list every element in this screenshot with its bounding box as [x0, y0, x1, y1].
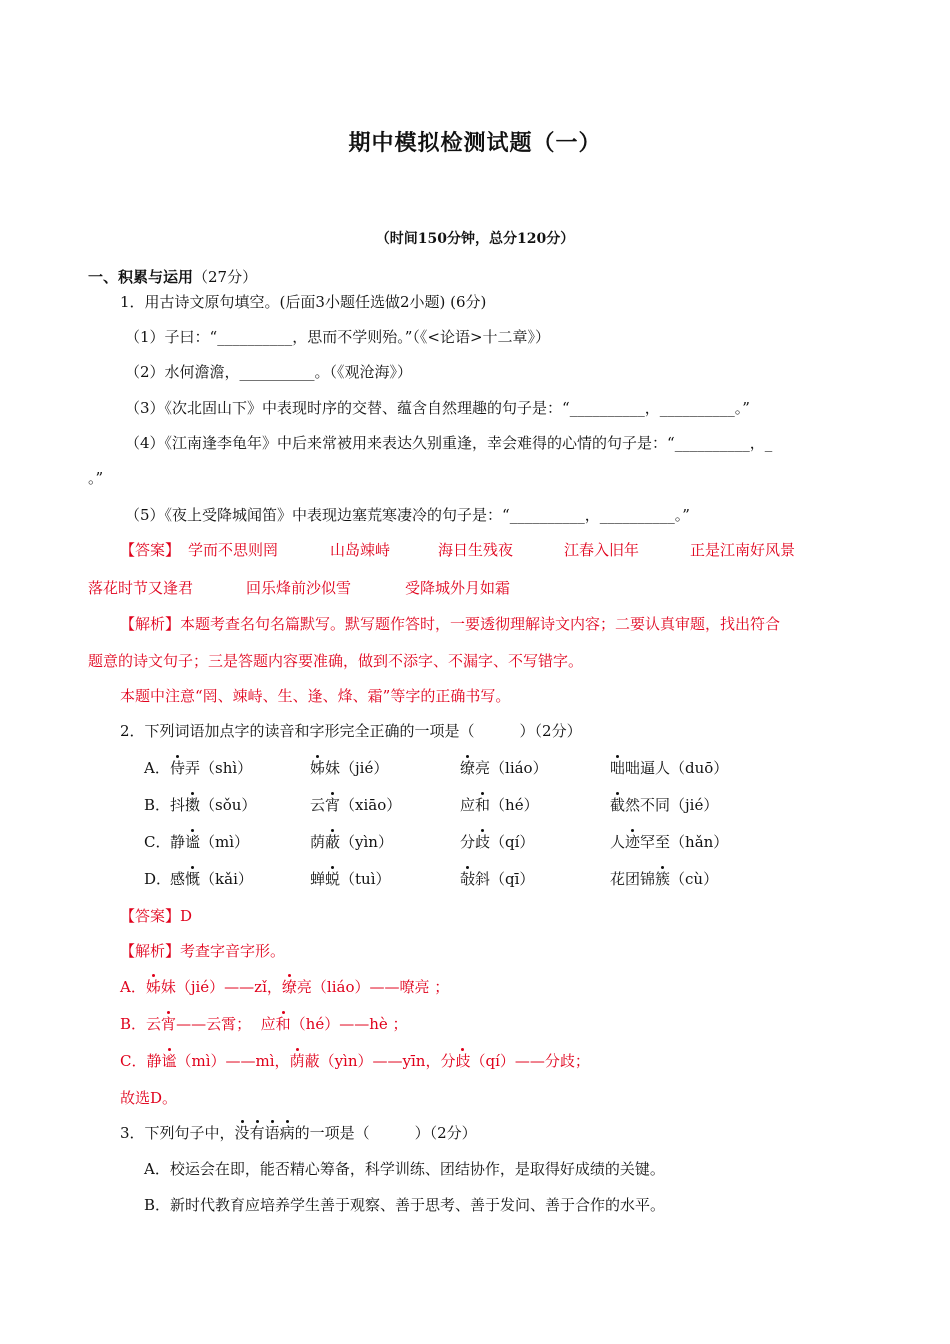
q3-stem: 3．下列句子中，没有语病的一项是（ ）（2分） — [120, 1124, 477, 1142]
q3-option-b: B．新时代教育应培养学生善于观察、善于思考、善于发问、善于合作的水平。 — [144, 1196, 666, 1214]
q2-option-c-word: 荫蔽（yìn） — [310, 833, 393, 851]
q1-answer: 落花时节又逢君 — [88, 579, 194, 597]
q1-answer-label: 【答案】 — [120, 541, 181, 559]
q1-item-4: （4）《江南逢李龟年》中后来常被用来表达久别重逢，幸会难得的心情的句子是：“__________，_ — [125, 434, 773, 452]
q2-option-c-label: C． — [144, 833, 171, 851]
q2-option-d-word: 敧斜（qī） — [460, 870, 535, 888]
q2-option-a-word: 姊妹（jié） — [310, 759, 389, 777]
section-score: （27分） — [193, 268, 258, 286]
q2-option-c-word: 分歧（qí） — [460, 833, 535, 851]
q2-option-b-word: 抖擞（sǒu） — [170, 796, 257, 814]
q2-option-b-word: 应和（hé） — [460, 796, 539, 814]
q2-option-b-label: B． — [144, 796, 171, 814]
q1-item-2: （2）水何澹澹，__________。（《观沧海》） — [125, 363, 413, 381]
q2-option-b-word: 云宵（xiāo） — [310, 796, 402, 814]
section-title: 一、积累与运用 — [88, 268, 194, 286]
q1-answer: 江春入旧年 — [564, 541, 640, 559]
exam-info: （时间150分钟，总分120分） — [375, 231, 575, 247]
q1-answer: 回乐烽前沙似雪 — [246, 579, 352, 597]
q1-item-3: （3）《次北固山下》中表现时序的交替、蕴含自然理趣的句子是：“__________，__________。” — [125, 399, 750, 417]
q2-stem: 2．下列词语加点字的读音和字形完全正确的一项是（ ）（2分） — [120, 722, 582, 740]
q2-conclusion: 故选D。 — [120, 1089, 178, 1107]
q2-option-a-word: 缭亮（liáo） — [460, 759, 548, 777]
q2-option-a-word: 侍弄（shì） — [170, 759, 253, 777]
q1-answer: 山岛竦峙 — [330, 541, 391, 559]
q2-option-c-word: 静谧（mì） — [170, 833, 250, 851]
q2-option-a-label: A． — [144, 759, 170, 777]
q1-stem: 1．用古诗文原句填空。(后面3小题任选做2小题) (6分) — [120, 293, 487, 311]
q1-analysis-cont: 题意的诗文句子；三是答题内容要准确，做到不添字、不漏字、不写错字。 — [88, 652, 584, 670]
q2-option-c-word: 人迹罕至（hǎn） — [610, 833, 729, 851]
q1-answer: 正是江南好风景 — [690, 541, 796, 559]
q2-explain-b: B．云宵——云霄； 应和（hé）——hè ； — [120, 1015, 408, 1033]
q1-answer: 受降城外月如霜 — [405, 579, 511, 597]
page-title: 期中模拟检测试题（一） — [348, 131, 602, 156]
q2-option-d-word: 花团锦簇（cù） — [610, 870, 719, 888]
q2-explain-c: C．静谧（mì）——mì，荫蔽（yìn）——yīn，分歧（qí）——分歧； — [120, 1052, 590, 1070]
q2-option-b-word: 截然不同（jié） — [610, 796, 719, 814]
q1-item-4-cont: 。” — [88, 469, 104, 487]
q3-option-a: A．校运会在即，能否精心筹备，科学训练、团结协作，是取得好成绩的关键。 — [144, 1160, 665, 1178]
q2-option-d-word: 蝉蜕（tuì） — [310, 870, 391, 888]
q2-analysis: 【解析】考查字音字形。 — [120, 942, 286, 960]
q1-answer: 学而不思则罔 — [188, 541, 279, 559]
q1-answer: 海日生残夜 — [438, 541, 514, 559]
q1-analysis-note: 本题中注意“罔、竦峙、生、逢、烽、霜”等字的正确书写。 — [120, 687, 511, 705]
q1-item-5: （5）《夜上受降城闻笛》中表现边塞荒寒凄冷的句子是：“__________，__________。” — [125, 506, 690, 524]
q1-analysis: 【解析】本题考查名句名篇默写。默写题作答时，一要透彻理解诗文内容；二要认真审题，找出符合 — [120, 615, 781, 633]
q2-answer: 【答案】D — [120, 907, 193, 925]
q2-option-d-label: D． — [144, 870, 172, 888]
q2-option-d-word: 感慨（kǎi） — [170, 870, 253, 888]
q2-explain-a: A．姊妹（jié）——zǐ，缭亮（liáo）——嘹亮 ； — [120, 978, 450, 996]
q2-option-a-word: 咄咄逼人（duō） — [610, 759, 729, 777]
q1-item-1: （1）子曰：“__________，思而不学则殆。”（《<论语>十二章》） — [125, 328, 551, 346]
section-heading — [88, 267, 257, 287]
